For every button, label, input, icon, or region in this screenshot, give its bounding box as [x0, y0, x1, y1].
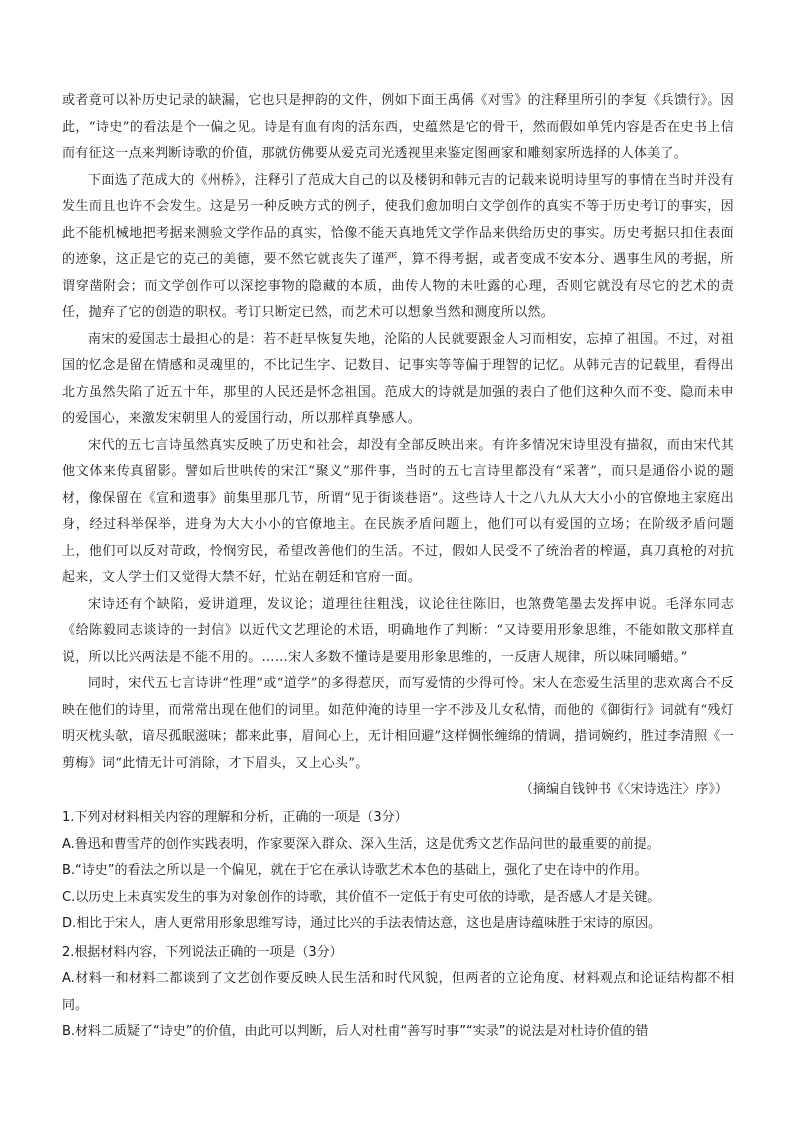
document-page: [62, 88, 734, 1046]
reading-passage: [62, 88, 734, 803]
passage-paragraph-4: 宋代的五七言诗虽然真实反映了历史和社会，却没有全部反映出来。有许多情况宋诗里没有描叙，而由宋代其他文体来传真留影。譬如后世哄传的宋江“聚义”那件事，当时的五七言诗里都没有“采著”，而只是通俗小说的题材，像保留在《宣和遗事》前集里那几节，所谓“见于街谈巷语”。这些诗人十之八九从大大小小的官僚地主家庭出身，经过科举保举，进身为大大小小的官僚地主。在民族矛盾问题上，他们可以有爱国的立场；在阶级矛盾问题上，他们可以反对苛政，怜悯穷民，希望改善他们的生活。不过，假如人民受不了统治者的榨逼，真刀真枪的对抗起来，文人学士们又觉得大禁不好，忙站在朝廷和官府一面。: [62, 437, 734, 585]
passage-paragraph-6: 同时，宋代五七言诗讲“性理”或“道学”的多得惹厌，而写爱情的少得可怜。宋人在恋爱生活里的悲欢离合不反映在他们的诗里，而常常出现在他们的词里。如范仲淹的诗里一字不涉及儿女私情，而他的《御街行》词就有“残灯明灭枕头欹，谙尽孤眠滋味；都来此事，眉间心上，无计相回避”这样惆怅缠绵的情调，措词婉约，胜过李清照《一剪梅》词“此情无计可消除，才下眉头，又上心头”。: [62, 676, 734, 771]
option-b: B.“诗史”的看法之所以是一个偏见，就在于它在承认诗歌艺术本色的基础上，强化了史在诗中的作用。: [62, 863, 648, 878]
option-d: D.相比于宋人，唐人更常用形象思维写诗，通过比兴的手法表情达意，这也是唐诗蕴味胜于宋诗的原因。: [62, 916, 662, 931]
question-stem: 1.下列对材料相关内容的理解和分析，正确的一项是（3分）: [62, 810, 408, 825]
option-a: A.材料一和材料二都谈到了文艺创作要反映人民生活和时代风貌，但两者的立论角度、材料观点和论证结构都不相同。: [62, 971, 734, 1013]
option-a: A.鲁迅和曹雪芹的创作实践表明，作家要深入群众、深入生活，这是优秀文艺作品问世的最重要的前提。: [62, 836, 660, 852]
passage-paragraph-5: 宋诗还有个缺陷，爱讲道理，发议论；道理往往粗浅，议论往往陈旧，也煞费笔墨去发挥申说。毛泽东同志《给陈毅同志谈诗的一封信》以近代文艺理论的术语，明确地作了判断：“又诗要用形象思维，不能如散文那样直说，所以比兴两法是不能不用的。……宋人多数不懂诗是要用形象思维的，一反唐人规律，所以味同嚼蜡。”: [62, 596, 734, 665]
question-1: [62, 805, 734, 938]
passage-paragraph-3: 南宋的爱国志士最担心的是：若不赶早恢复失地，沦陷的人民就要跟金人习而相安，忘掉了祖国。不过，对祖国的忆念是留在情感和灵魂里的，不比记生字、记数目、记事实等等偏于理智的记忆。从韩元吉的记载里，看得出北方虽然失陷了近五十年，那里的人民还是怀念祖国。范成大的诗就是加强的表白了他们这种久而不变、隐而未申的爱国心，来激发宋朝里人的爱国行动，所以那样真挚感人。: [62, 331, 734, 426]
option-c: C.以历史上未真实发生的事为对象创作的诗歌，其价值不一定低于有史可依的诗歌，是否感人才是关键。: [62, 889, 661, 905]
passage-paragraph-1: 或者竟可以补历史记录的缺漏，它也只是押韵的文件，例如下面王禹偁《对雪》的注释里所引的李复《兵馈行》。因此，“诗史”的看法是个一偏之见。诗是有血有肉的活东西，史蕴然是它的骨干，然而假如单凭内容是否在史书上信而有征这一点来判断诗歌的价值，那就仿佛要从爱克司光透视里来鉴定图画家和雕刻家所选择的人体美了。: [62, 93, 734, 161]
question-stem: 2.根据材料内容，下列说法正确的一项是（3分）: [62, 944, 343, 960]
option-b: B.材料二质疑了“诗史”的价值，由此可以判断，后人对杜甫“善写时事”“实录”的说法是对杜诗价值的错: [62, 1024, 649, 1039]
passage-source: （摘编自钱钟书《〈宋诗选注〉序》）: [519, 782, 728, 797]
question-2: [62, 940, 734, 1046]
passage-paragraph-2: 下面选了范成大的《州桥》，注释引了范成大自己的以及楼钥和韩元吉的记载来说明诗里写的事情在当时并没有发生而且也许不会发生。这是另一种反映方式的例子，使我们愈加明白文学创作的真实不等于历史考订的事实，因此不能机械地把考据来测验文学作品的真实，恰像不能天真地凭文学作品来供给历史的事实。历史考据只扣住表面的迹象，这正是它的克己的美德，要不然它就丧失了谨严，算不得考据，或者变成不安本分、遇事生风的考据，所谓穿凿附会；而文学创作可以深挖事物的隐藏的本质，曲传人物的未吐露的心理，否则它就没有尽它的艺术的责任，抛弃了它的创造的职权。考订只断定已然，而艺术可以想象当然和测度所以然。: [62, 172, 734, 320]
